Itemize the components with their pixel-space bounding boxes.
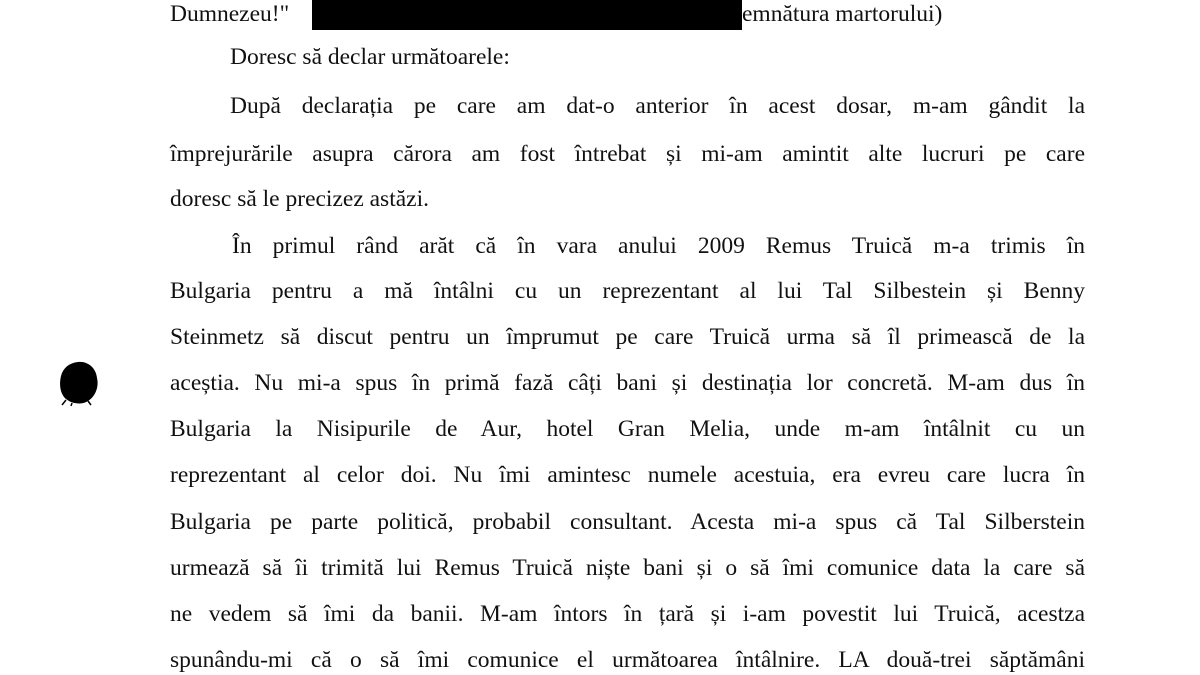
paragraph-2-line-6: reprezentant al celor doi. Nu îmi amintesc numele acestuia, era evreu care lucra în — [170, 462, 1085, 488]
paragraph-1-line-3: doresc să le precizez astăzi. — [170, 186, 429, 212]
redaction-bar — [312, 0, 742, 30]
paragraph-1-line-1: După declarația pe care am dat-o anterior în acest dosar, m-am gândit la — [230, 93, 1085, 119]
header-left-text: Dumnezeu!" — [170, 1, 290, 27]
paragraph-2-line-8: urmează să îi trimită lui Remus Truică niște bani și o să îmi comunice data la care să — [170, 555, 1085, 581]
intro-line: Doresc să declar următoarele: — [230, 44, 510, 70]
paragraph-2-line-5: Bulgaria la Nisipurile de Aur, hotel Gran Melia, unde m-am întâlnit cu un — [170, 416, 1085, 442]
paragraph-1-line-2: împrejurările asupra cărora am fost întrebat și mi-am amintit alte lucruri pe care — [170, 141, 1085, 167]
paragraph-2-line-1: În primul rând arăt că în vara anului 2009 Remus Truică m-a trimis în — [232, 233, 1085, 259]
paragraph-2-line-10: spunându-mi că o să îmi comunice el următoarea întâlnire. LA două-trei săptămâni — [170, 647, 1085, 673]
ink-blot — [58, 360, 100, 406]
header-right-text: emnătura martorului) — [742, 1, 943, 27]
paragraph-2-line-7: Bulgaria pe parte politică, probabil consultant. Acesta mi-a spus că Tal Silberstein — [170, 509, 1085, 535]
paragraph-2-line-4: aceștia. Nu mi-a spus în primă fază câți bani și destinația lor concretă. M-am dus în — [170, 370, 1085, 396]
paragraph-2-line-3: Steinmetz să discut pentru un împrumut pe care Truică urma să îl primească de la — [170, 324, 1085, 350]
paragraph-2-line-2: Bulgaria pentru a mă întâlni cu un reprezentant al lui Tal Silbestein și Benny — [170, 278, 1085, 304]
paragraph-2-line-9: ne vedem să îmi da banii. M-am întors în țară și i-am povestit lui Truică, acestza — [170, 601, 1085, 627]
